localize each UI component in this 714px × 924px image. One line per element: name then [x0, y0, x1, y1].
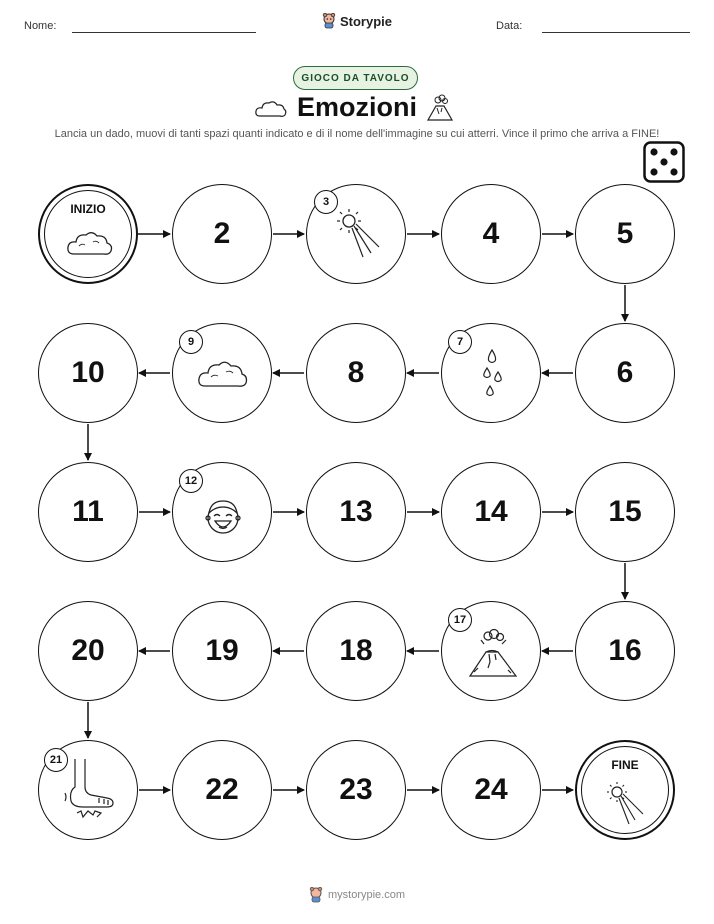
space-16[interactable]	[575, 601, 675, 701]
game-type-badge: GIOCO DA TAVOLO	[293, 66, 418, 90]
sun-icon	[335, 207, 385, 265]
space-2[interactable]	[172, 184, 272, 284]
storypie-mascot-icon	[309, 887, 323, 903]
space-number: 18	[339, 634, 373, 667]
space-11[interactable]	[38, 462, 138, 562]
space-number: 2	[213, 217, 231, 250]
space-number: 23	[339, 773, 373, 806]
space-14[interactable]	[441, 462, 541, 562]
space-number: 11	[72, 495, 104, 528]
space-4[interactable]	[441, 184, 541, 284]
brand-name: Storypie	[339, 13, 392, 29]
sun-icon	[605, 780, 651, 828]
space-15[interactable]	[575, 462, 675, 562]
space-13[interactable]	[306, 462, 406, 562]
space-10[interactable]	[38, 323, 138, 423]
space-number: 19	[205, 634, 239, 667]
space-number: 6	[616, 356, 634, 389]
space-23[interactable]	[306, 740, 406, 840]
instructions: Lancia un dado, muovi di tanti spazi quanti indicato e di il nome dell'immagine su cui atterri. Vince il primo che arriva a FINE!	[54, 128, 660, 140]
space-number: 22	[205, 773, 239, 806]
space-6[interactable]	[575, 323, 675, 423]
space-18[interactable]	[306, 601, 406, 701]
space-number: 16	[608, 634, 642, 667]
space-number-badge: 12	[179, 469, 203, 493]
space-number-badge: 9	[179, 330, 203, 354]
space-number: 13	[339, 495, 373, 528]
title-text: Emozioni	[297, 92, 417, 122]
drops-icon	[479, 348, 505, 402]
cloud-icon	[196, 356, 250, 392]
space-number-badge: 7	[448, 330, 472, 354]
space-number: 8	[347, 356, 365, 389]
space-number: 4	[482, 217, 500, 250]
space-number-badge: 3	[314, 190, 338, 214]
space-number: 24	[474, 773, 508, 806]
volcano-icon	[464, 628, 522, 680]
footer-url[interactable]: mystorypie.com	[327, 889, 406, 901]
space-number: 5	[616, 217, 634, 250]
space-20[interactable]	[38, 601, 138, 701]
laughing-face-icon	[201, 495, 245, 539]
end-label: FINE	[611, 758, 639, 772]
space-number: 10	[71, 356, 105, 389]
space-24[interactable]	[441, 740, 541, 840]
space-number: 20	[71, 634, 105, 667]
name-label: Nome:	[24, 20, 57, 32]
space-22[interactable]	[172, 740, 272, 840]
space-8[interactable]	[306, 323, 406, 423]
space-number-badge: 21	[44, 748, 68, 772]
stomping-foot-icon	[61, 757, 117, 825]
space-start[interactable]	[38, 184, 138, 284]
space-end[interactable]	[575, 740, 675, 840]
date-label: Data:	[496, 20, 523, 32]
footer	[0, 887, 714, 903]
start-label: INIZIO	[70, 202, 106, 216]
space-number: 14	[474, 495, 508, 528]
cloud-icon	[65, 226, 115, 260]
space-19[interactable]	[172, 601, 272, 701]
space-number: 15	[608, 495, 642, 528]
space-number-badge: 17	[448, 608, 472, 632]
space-5[interactable]	[575, 184, 675, 284]
